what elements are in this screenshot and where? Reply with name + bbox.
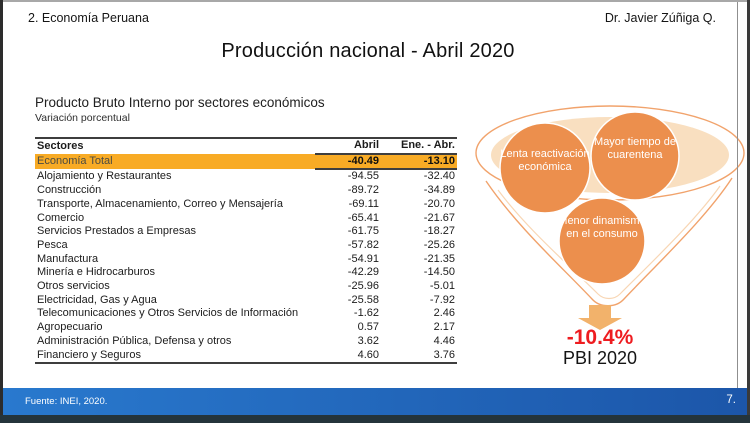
table-row — [35, 349, 457, 364]
pbi-result-value: -10.4% — [566, 326, 634, 349]
abril-cell: -54.91 — [347, 252, 379, 265]
abril-cell: 3.62 — [357, 334, 379, 347]
abril-cell: -61.75 — [347, 225, 379, 238]
ene-abr-cell: 4.46 — [433, 334, 455, 347]
abril-cell: -25.58 — [347, 293, 379, 306]
sector-cell: Comercio — [37, 211, 85, 224]
sector-cell: Telecomunicaciones y Otros Servicios de Información — [37, 307, 299, 320]
bubble-label: Mayor tiempo de cuarentena — [594, 136, 676, 162]
abril-cell: 0.57 — [357, 321, 379, 334]
ene-abr-cell: -18.27 — [423, 225, 455, 238]
abril-cell: -40.49 — [315, 154, 381, 170]
sector-cell: Otros servicios — [37, 280, 110, 293]
pbi-result-label: PBI 2020 — [562, 348, 638, 368]
table-row — [35, 239, 457, 253]
table-header-row — [35, 138, 457, 154]
ene-abr-cell: -21.35 — [423, 252, 455, 265]
pbi-sectors-table — [35, 137, 457, 364]
sector-cell: Alojamiento y Restaurantes — [37, 169, 172, 182]
table-row — [35, 169, 457, 184]
section-label: 2. Economía Peruana — [28, 11, 149, 25]
abril-cell: -57.82 — [347, 238, 379, 251]
table-row — [35, 321, 457, 335]
sector-cell: Servicios Prestados a Empresas — [37, 225, 196, 238]
table-row-total — [35, 154, 457, 170]
ene-abr-cell: -34.89 — [423, 184, 455, 197]
bubble-label: Lenta reactivación económica — [500, 148, 590, 174]
ene-abr-cell: -32.40 — [423, 170, 455, 183]
sector-cell: Construcción — [37, 184, 102, 197]
table-row — [35, 294, 457, 308]
sector-cell: Agropecuario — [37, 321, 103, 334]
table-row — [35, 335, 457, 349]
ene-abr-cell: -5.01 — [429, 280, 455, 293]
abril-cell: -94.55 — [347, 170, 379, 183]
sector-cell: Economía Total — [37, 154, 113, 167]
table-row — [35, 198, 457, 212]
author-label: Dr. Javier Zúñiga Q. — [604, 11, 716, 25]
window-bottom-edge — [0, 415, 750, 423]
page-title: Producción nacional - Abril 2020 — [221, 40, 515, 62]
window-left-edge — [0, 0, 3, 423]
pbi-table-section — [35, 95, 457, 364]
column-header-sectores: Sectores — [37, 139, 84, 152]
source-note: Fuente: INEI, 2020. — [25, 396, 108, 407]
table-row — [35, 225, 457, 239]
table-subtitle: Variación porcentual — [35, 112, 130, 124]
table-row — [35, 307, 457, 321]
abril-cell: -25.96 — [347, 280, 379, 293]
sector-cell: Electricidad, Gas y Agua — [37, 293, 157, 306]
sector-cell: Pesca — [37, 238, 68, 251]
abril-cell: -65.41 — [347, 211, 379, 224]
funnel-diagram — [458, 98, 750, 338]
column-header-ene-abr: Ene. - Abr. — [381, 138, 457, 154]
ene-abr-cell: 2.17 — [433, 321, 455, 334]
table-row — [35, 184, 457, 198]
ene-abr-cell: -21.67 — [423, 211, 455, 224]
sector-cell: Minería e Hidrocarburos — [37, 266, 155, 279]
column-header-abril: Abril — [315, 138, 381, 154]
table-row — [35, 280, 457, 294]
ene-abr-cell: 2.46 — [433, 307, 455, 320]
bubble-label: Menor dinamismo en el consumo — [558, 215, 646, 241]
sector-cell: Administración Pública, Defensa y otros — [37, 334, 232, 347]
sector-cell: Manufactura — [37, 252, 99, 265]
footer-bar — [3, 388, 747, 415]
abril-cell: -69.11 — [348, 197, 379, 210]
ene-abr-cell: 3.76 — [433, 348, 455, 361]
abril-cell: -42.29 — [347, 266, 379, 279]
table-row — [35, 212, 457, 226]
table-row — [35, 266, 457, 280]
abril-cell: 4.60 — [357, 348, 379, 361]
ene-abr-cell: -14.50 — [423, 266, 455, 279]
slide-right-border — [737, 2, 738, 388]
table-row — [35, 253, 457, 267]
page-number: 7. — [726, 394, 736, 406]
table-title: Producto Bruto Interno por sectores económicos — [35, 95, 325, 110]
ene-abr-cell: -7.92 — [429, 293, 455, 306]
sector-cell: Financiero y Seguros — [37, 348, 141, 361]
ene-abr-cell: -25.26 — [423, 238, 455, 251]
abril-cell: -1.62 — [353, 307, 379, 320]
sector-cell: Transporte, Almacenamiento, Correo y Mensajería — [37, 197, 283, 210]
ene-abr-cell: -13.10 — [381, 154, 457, 170]
abril-cell: -89.72 — [347, 184, 379, 197]
window-top-edge — [0, 0, 750, 2]
ene-abr-cell: -20.70 — [423, 197, 455, 210]
